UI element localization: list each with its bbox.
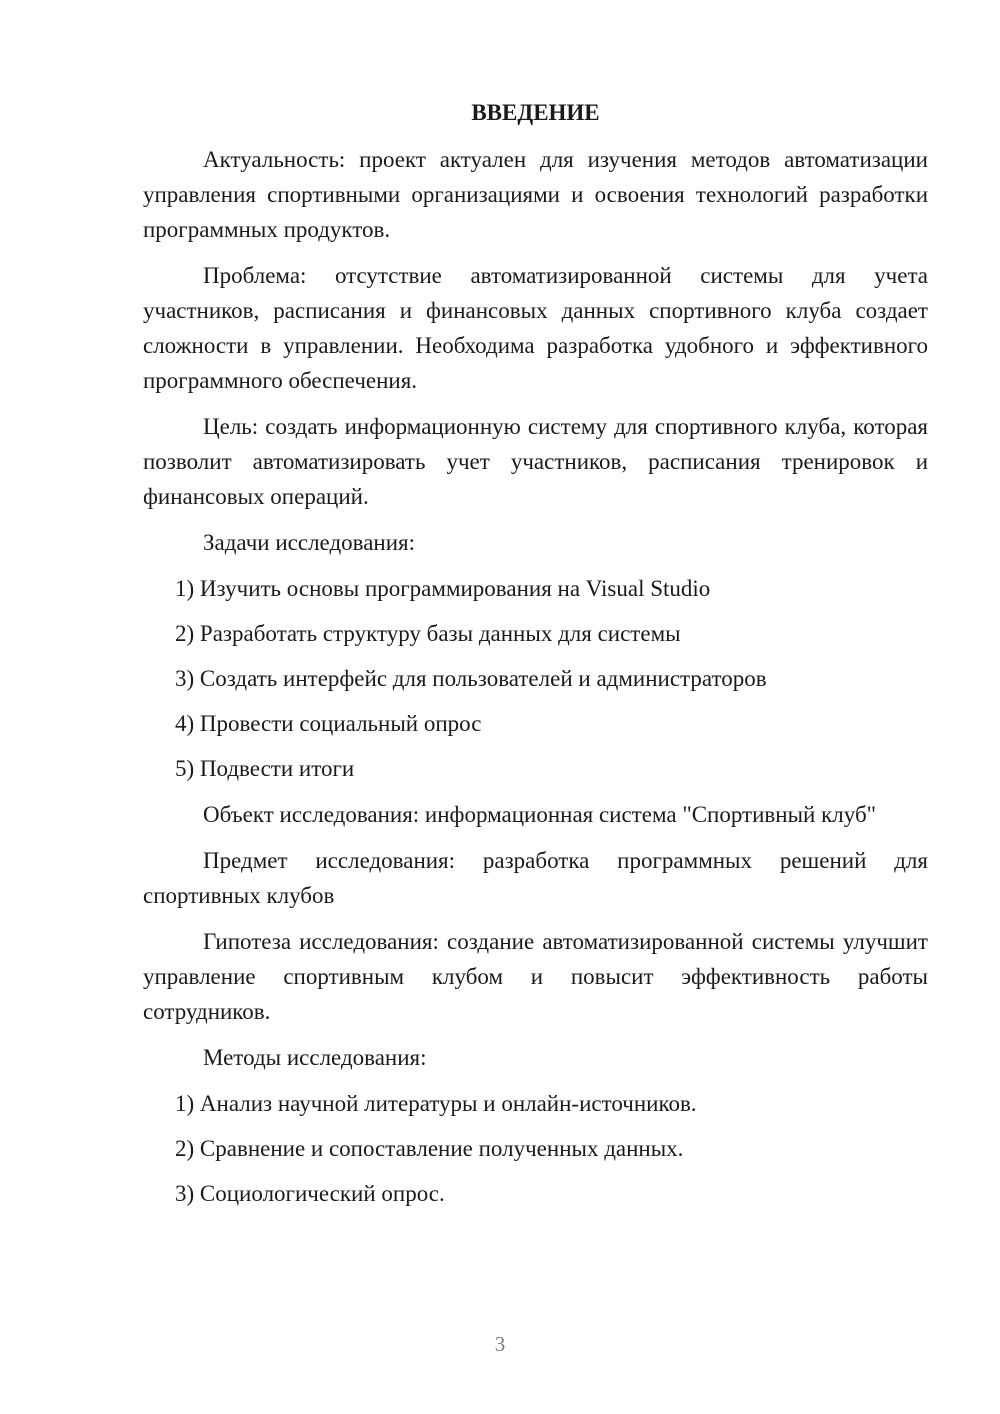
- relevance-paragraph: Актуальность: проект актуален для изучения методов автоматизации управления спортивными организациями и освоения технологий разработки программных продуктов.: [143, 147, 928, 242]
- task-item: 1) Изучить основы программирования на Visual Studio: [175, 576, 711, 601]
- hypothesis-paragraph: Гипотеза исследования: создание автоматизированной системы улучшит управление спортивным клубом и повысит эффективность работы сотрудников.: [143, 929, 928, 1024]
- method-item: 1) Анализ научной литературы и онлайн-источников.: [175, 1091, 697, 1116]
- task-item: 3) Создать интерфейс для пользователей и администраторов: [175, 666, 767, 691]
- task-item: 5) Подвести итоги: [175, 756, 355, 781]
- goal-paragraph: Цель: создать информационную систему для спортивного клуба, которая позволит автоматизировать учет участников, расписания тренировок и финансовых операций.: [143, 414, 928, 509]
- tasks-heading: Задачи исследования:: [203, 530, 416, 555]
- object-paragraph: Объект исследования: информационная система "Спортивный клуб": [203, 802, 877, 827]
- task-item: 4) Провести социальный опрос: [175, 711, 482, 736]
- section-title: ВВЕДЕНИЕ: [471, 100, 600, 125]
- problem-paragraph: Проблема: отсутствие автоматизированной системы для учета участников, расписания и финансовых данных спортивного клуба создает сложности в управлении. Необходима разработка удобного и эффективного программного обеспечения.: [143, 263, 928, 393]
- tasks-list: [143, 571, 928, 786]
- method-item: 3) Социологический опрос.: [175, 1181, 445, 1206]
- document-body: [143, 95, 928, 1222]
- method-item: 2) Сравнение и сопоставление полученных данных.: [175, 1136, 684, 1161]
- task-item: 2) Разработать структуру базы данных для системы: [175, 621, 681, 646]
- methods-list: [143, 1086, 928, 1211]
- page-number: 3: [494, 1332, 506, 1356]
- methods-heading: Методы исследования:: [203, 1045, 427, 1070]
- subject-paragraph: Предмет исследования: разработка программных решений для спортивных клубов: [143, 848, 928, 908]
